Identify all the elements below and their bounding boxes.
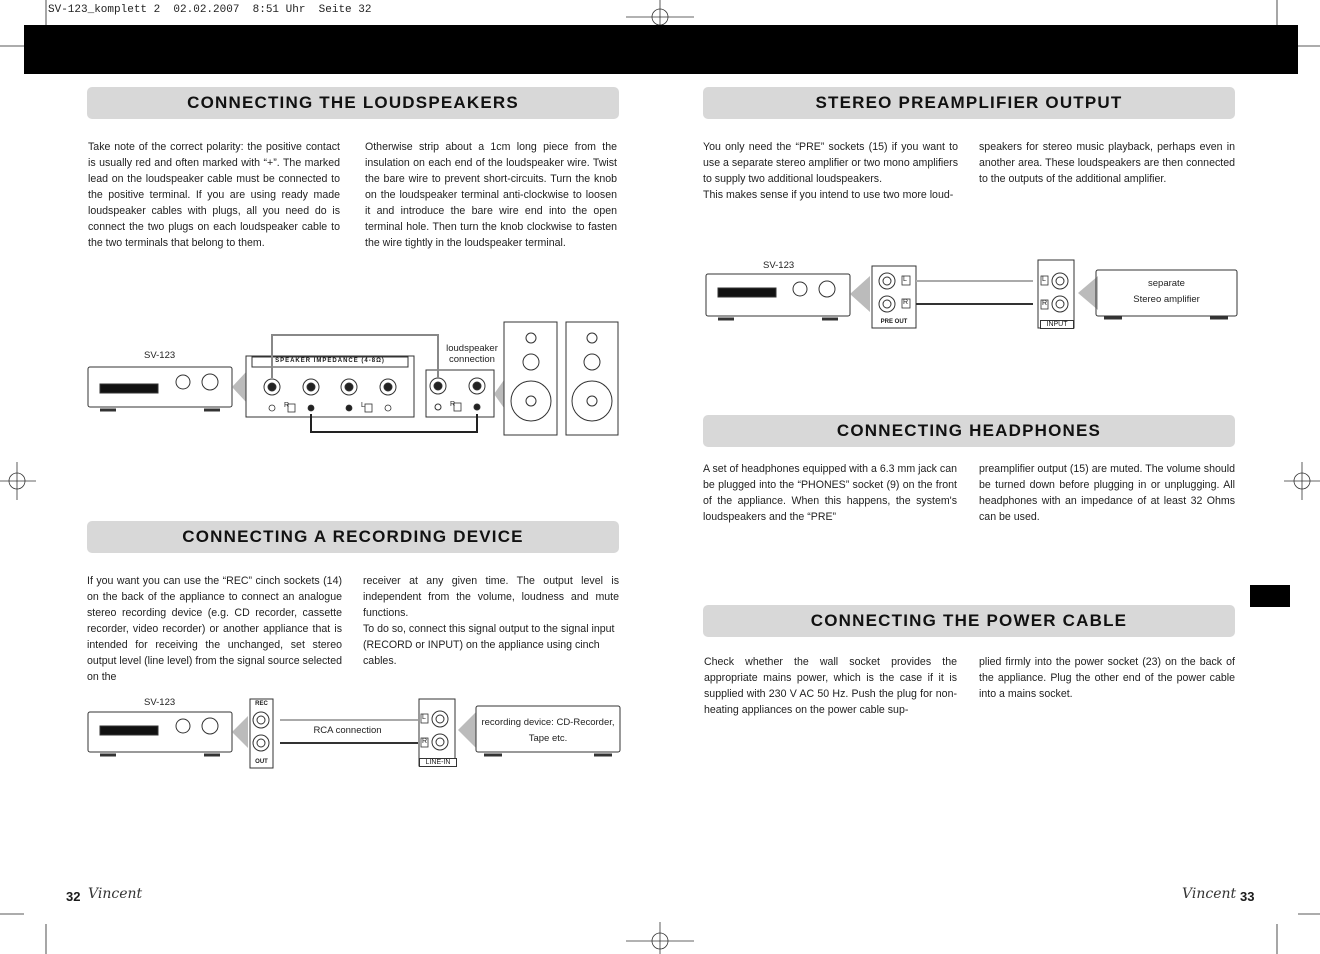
recording-target-line1: recording device: CD-Recorder, (481, 717, 615, 728)
recording-device-target-label (476, 715, 620, 747)
loudspeakers-text-col1: Take note of the correct polarity: the positive contact is usually red and often marked with “+”. The marked lead on the loudspeaker cable must be connected to the positive terminal. If you are using ready made loudspeaker cables with plugs, all you need do is connect the two plugs on each loudspeaker cable to the two terminals that belong to them. (88, 141, 340, 249)
terminal-letter-l: L (422, 714, 426, 721)
preamp-text-col2: speakers for stereo music playback, perhaps even in another area. These loudspeakers are then connected to the outputs of the additional amplifier. (979, 141, 1235, 185)
out-label: OUT (255, 759, 268, 765)
recording-text-col2-para2: To do so, connect this signal output to the signal input (RECORD or INPUT) on the appliance using cinch cables. (363, 623, 615, 667)
brand-logo-right: Vincent (1182, 886, 1237, 902)
line-in-sockets (419, 699, 455, 766)
page-number-right: 33 (1240, 889, 1255, 904)
stereo-amplifier-label (1096, 276, 1237, 308)
preamp-text-col1 (703, 139, 958, 203)
terminal-letter-r: R (450, 401, 456, 408)
loudspeakers-text-col2: Otherwise strip about a 1cm long piece from the insulation on each end of the loudspeaker wire. Twist the bare wire to prevent short-circuits. Turn the knob on the loudspeaker terminal anti-clockwise to loosen it and introduce the bare wire end into the open terminal hole. Then turn the knob clockwise to fasten the wire tightly in the loudspeaker terminal. (365, 141, 617, 249)
terminal-letter-l: L (1042, 276, 1046, 283)
input-label: INPUT (1040, 320, 1074, 329)
preamp-text-col1-para1: You only need the “PRE” sockets (15) if you want to use a separate stereo amplifier or two mono amplifiers to supply two additional loudspeakers. (703, 141, 958, 185)
amplifier-display (100, 384, 158, 393)
loudspeakers-heading: CONNECTING THE LOUDSPEAKERS (87, 87, 619, 119)
rec-label: REC (255, 701, 268, 707)
terminal-letter-r: R (903, 299, 909, 306)
page-number-left: 32 (66, 889, 81, 904)
rec-out-sockets (250, 699, 273, 768)
loudspeaker-connection-line1: loudspeaker (446, 343, 498, 354)
loudspeaker-connection-line2: connection (449, 354, 495, 365)
terminal-letter-r: R (422, 738, 428, 745)
recording-text-col1: If you want you can use the “REC” cinch sockets (14) on the back of the appliance to connect an analogue stereo recording device (e.g. CD recorder, cassette recorder, video recorder) or another appliance that is intended for receiving the unchanged, set stereo output level (line level) from the signal source selected on the (87, 575, 342, 683)
recording-heading: CONNECTING A RECORDING DEVICE (87, 521, 619, 553)
stereo-amplifier-line1: separate (1148, 278, 1185, 289)
preamp-heading: STEREO PREAMPLIFIER OUTPUT (703, 87, 1235, 119)
recording-text-col2 (363, 573, 619, 669)
header-bar (24, 25, 1298, 74)
page-tab-marker (1250, 585, 1290, 607)
line-in-label: LINE-IN (419, 758, 457, 767)
headphones-heading: CONNECTING HEADPHONES (703, 415, 1235, 447)
brand-logo-left: Vincent (88, 886, 143, 902)
loudspeaker-box-2 (566, 322, 618, 435)
speaker-impedance-label: SPEAKER IMPEDANCE (4-8Ω) (275, 358, 385, 364)
loudspeaker-diagram (88, 322, 618, 435)
print-slug: SV-123_komplett 2 02.02.2007 8:51 Uhr Seite 32 (48, 4, 372, 16)
power-text-col1: Check whether the wall socket provides the appropriate mains power, which is the case if it is supplied with 230 V AC 50 Hz. Push the plug for non-heating appliances on the power cable sup- (704, 656, 957, 716)
loudspeaker-connection-label (440, 343, 504, 365)
terminal-letter-l: L (361, 402, 365, 409)
recording-device-label: SV-123 (144, 697, 176, 708)
rca-connection-label: RCA connection (313, 725, 382, 736)
headphones-text-col1: A set of headphones equipped with a 6.3 mm jack can be plugged into the “PHONES” socket (9) on the front of the appliance. When this happens, the system's loudspeakers and the “PRE” (703, 463, 957, 523)
terminal-letter-r: R (1042, 300, 1048, 307)
terminal-letter-l: L (903, 276, 907, 283)
speaker-terminal-knobs (264, 379, 396, 395)
power-text-col2: plied firmly into the power socket (23) on the back of the appliance. Plug the other end of the power cable into a mains socket. (979, 656, 1235, 700)
stereo-amplifier-line2: Stereo amplifier (1133, 294, 1200, 305)
input-sockets (1038, 260, 1074, 328)
headphones-text-col2: preamplifier output (15) are muted. The volume should be turned down before plugging in or unplugging. All headphones with an impedance of at least 32 Ohms can be used. (979, 463, 1235, 523)
loudspeaker-box-1 (504, 322, 557, 435)
loudspeakers-device-label: SV-123 (144, 350, 176, 361)
terminal-letter-r: R (284, 402, 290, 409)
recording-target-line2: Tape etc. (528, 733, 568, 744)
recording-text-col2-para1: receiver at any given time. The output level is independent from the volume, loudness and mute functions. (363, 575, 619, 619)
pre-out-label: PRE OUT (880, 319, 908, 325)
preamp-device-label: SV-123 (763, 260, 795, 271)
preamp-text-col1-para2: This makes sense if you intend to use two more loud- (703, 189, 954, 201)
power-heading: CONNECTING THE POWER CABLE (703, 605, 1235, 637)
